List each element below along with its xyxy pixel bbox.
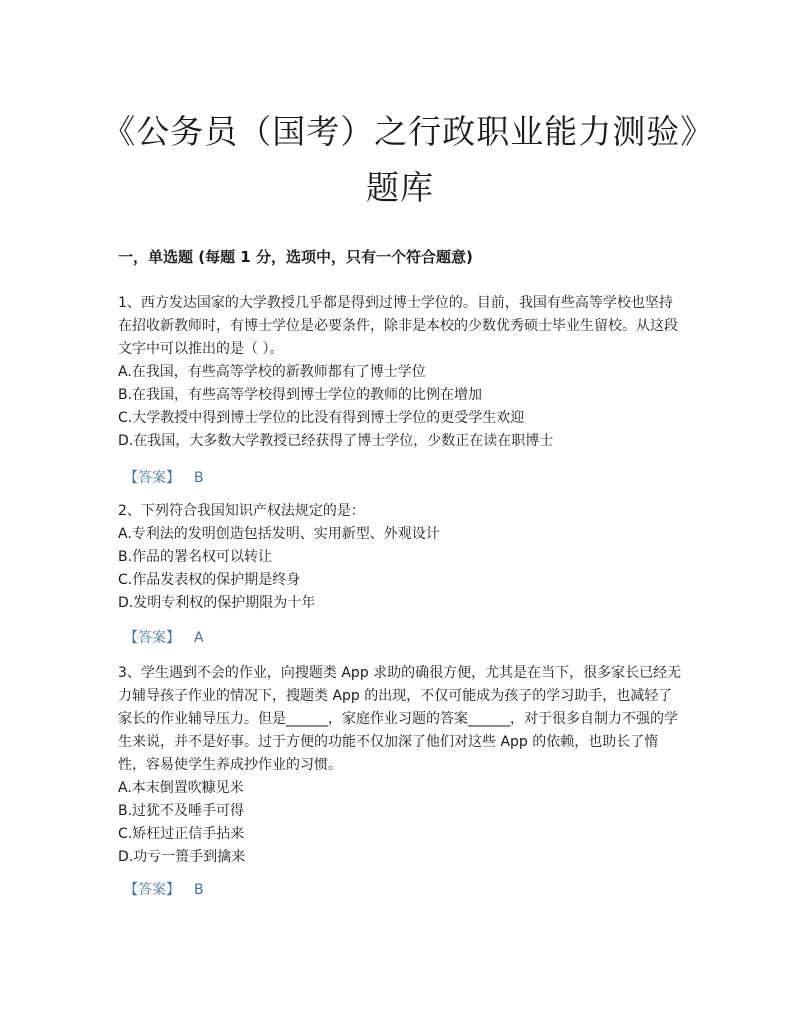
option-c: C.矫枉过正信手拈来 <box>118 826 245 842</box>
answer-3 <box>124 879 204 899</box>
document-title: 《公务员（国考）之行政职业能力测验》题库 <box>102 112 698 207</box>
answer-2 <box>124 627 204 647</box>
question-stem: 3、学生遇到不会的作业，向搜题类 App 求助的确很方便，尤其是在当下，很多家长已经无力辅导孩子作业的情况下，搜题类 App 的出现，不仅可能成为孩子的学习助手，也减轻了家长的作业辅导压力。但是______，家庭作业习题的答案______，对于很多自制力不强的学生来说，并不是好事。过于方便的功能不仅加深了他们对这些 App 的依赖，也助长了惰性，容易使学生养成抄作业的习惯。 <box>118 665 682 773</box>
option-d: D.在我国，大多数大学教授已经获得了博士学位，少数正在读在职博士 <box>118 433 554 449</box>
answer-label: 【答案】 <box>124 470 180 486</box>
option-a: A.本末倒置吹糠见米 <box>118 780 244 796</box>
answer-value: A <box>194 630 204 646</box>
option-c: C.作品发表权的保护期是终身 <box>118 572 301 588</box>
answer-1 <box>124 467 204 487</box>
question-1 <box>118 292 684 453</box>
question-stem: 2、下列符合我国知识产权法规定的是： <box>118 503 365 519</box>
question-2 <box>118 500 684 615</box>
answer-value: B <box>194 470 204 486</box>
option-b: B.作品的署名权可以转让 <box>118 549 273 565</box>
option-b: B.过犹不及唾手可得 <box>118 803 245 819</box>
option-d: D.发明专利权的保护期限为十年 <box>118 595 316 611</box>
answer-label: 【答案】 <box>124 630 180 646</box>
option-a: A.在我国，有些高等学校的新教师都有了博士学位 <box>118 364 426 380</box>
answer-value: B <box>194 882 204 898</box>
option-c: C.大学教授中得到博士学位的比没有得到博士学位的更受学生欢迎 <box>118 410 525 426</box>
option-a: A.专利法的发明创造包括发明、实用新型、外观设计 <box>118 526 440 542</box>
option-b: B.在我国，有些高等学校得到博士学位的教师的比例在增加 <box>118 387 483 403</box>
answer-label: 【答案】 <box>124 882 180 898</box>
question-stem: 1、西方发达国家的大学教授几乎都是得到过博士学位的。目前，我国有些高等学校也坚持在招收新教师时，有博士学位是必要条件，除非是本校的少数优秀硕士毕业生留校。从这段文字中可以推出的是（ ）。 <box>118 295 678 357</box>
option-d: D.功亏一篑手到擒来 <box>118 849 246 865</box>
question-3 <box>118 662 684 869</box>
section-heading: 一，单选题 (每题 1 分，选项中，只有一个符合题意) <box>118 248 473 266</box>
